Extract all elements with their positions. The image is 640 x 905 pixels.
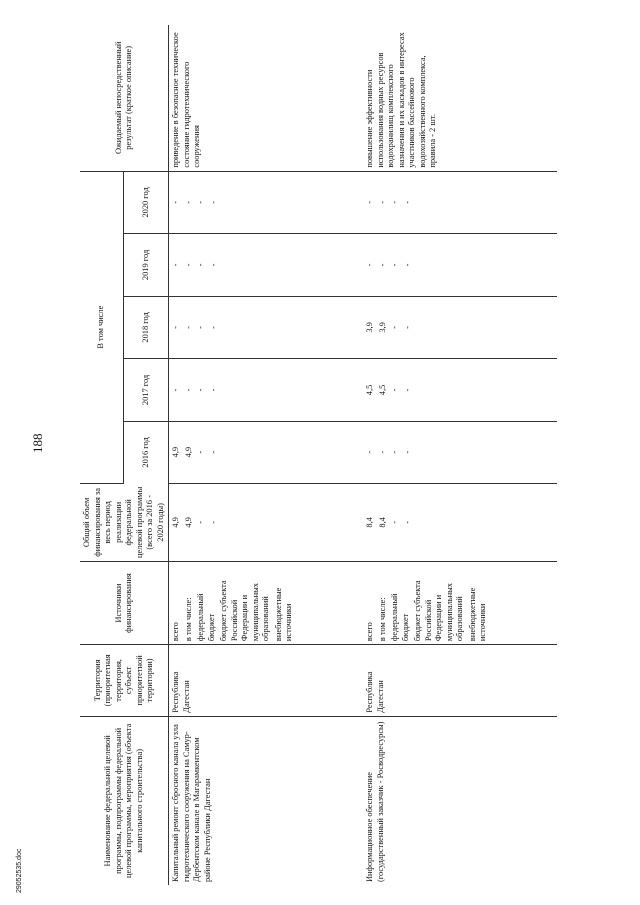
value-item: - (402, 326, 412, 329)
value-item: - (171, 326, 180, 329)
value-item: - (390, 263, 399, 267)
header-result: Ожидаемый непосредственный результат (краткое описание) (80, 25, 169, 171)
source-item: всего (171, 622, 180, 642)
row-result: повышение эффективности использования водных ресурсов водохранилищ комплексного назначения и их каскадов в интересах участников бассейнового водохозяйственного комплекса, правила - 2 шт. (363, 25, 557, 171)
value-item: - (377, 450, 387, 454)
value-item: - (196, 388, 205, 392)
value-item: 4,9 (183, 517, 193, 528)
table-row (363, 25, 557, 885)
value-item: - (377, 201, 387, 204)
source-item: всего (365, 622, 374, 642)
value-item: - (365, 201, 374, 204)
value-item: - (208, 326, 218, 329)
header-year-2017: 2017 год (124, 359, 169, 422)
value-item: 4,9 (171, 446, 180, 458)
value-item: - (183, 201, 193, 204)
page-number: 188 (30, 433, 45, 453)
document-code: 29052535.doc (16, 848, 23, 893)
value-item: - (196, 201, 205, 204)
value-item: 3,9 (377, 322, 387, 333)
source-item: федеральный бюджет (390, 593, 410, 642)
table-row (169, 25, 364, 885)
table-body (169, 25, 558, 885)
value-item: - (402, 520, 412, 524)
row-sources (169, 562, 364, 645)
row-total (169, 483, 364, 561)
header-year-2019: 2019 год (124, 234, 169, 297)
header-sources: Источники финансирования (80, 562, 169, 645)
value-item: - (402, 450, 412, 454)
value-item: - (390, 450, 399, 454)
value-item: - (196, 450, 205, 454)
value-item: - (208, 520, 218, 524)
value-item: - (196, 326, 205, 329)
value-item: - (171, 388, 180, 392)
header-territory: Территория (приоритетная территория, субъект приоритетной территории) (80, 645, 169, 717)
value-item: - (402, 201, 412, 204)
source-item: внебюджетные источники (273, 587, 293, 642)
header-year-2018: 2018 год (124, 296, 169, 359)
value-item: - (208, 263, 218, 267)
row-y2017 (169, 359, 364, 422)
value-item: - (365, 263, 374, 267)
source-item: бюджет субъекта Российской Федерации и муниципальных образований (219, 580, 270, 642)
value-item: - (196, 520, 205, 524)
row-y2020 (363, 171, 557, 234)
row-y2020 (169, 171, 364, 234)
row-name: Капитальный ремонт сбросного канала узла гидротехнического сооружения на Самур-Дербентском канале в Магарамкентском районе Республики Дагестан (171, 724, 212, 882)
value-item: 8,4 (365, 517, 374, 528)
row-y2017 (363, 359, 557, 422)
value-item: - (402, 388, 412, 392)
rotated-table-container (80, 25, 620, 885)
value-item: - (208, 450, 218, 454)
source-item: в том числе: (183, 597, 193, 642)
value-item: - (171, 263, 180, 267)
value-item: 4,9 (171, 517, 180, 528)
row-y2019 (169, 234, 364, 297)
value-item: - (390, 520, 399, 524)
value-item: - (390, 388, 399, 392)
value-item: - (402, 263, 412, 267)
value-item: 8,4 (377, 517, 387, 528)
value-item: 4,9 (183, 446, 193, 458)
source-item: внебюджетные источники (467, 587, 487, 642)
row-territory: Республика Дагестан (363, 645, 557, 717)
value-item: - (196, 263, 205, 267)
row-name: Информационное обеспечение (государственный заказчик - Росводресурсы) (365, 721, 385, 882)
value-item: - (171, 201, 180, 204)
value-item: - (377, 263, 387, 267)
source-item: в том числе: (377, 597, 387, 642)
header-year-2016: 2016 год (124, 421, 169, 483)
row-y2018 (169, 296, 364, 359)
header-name: Наименование федеральной целевой программы, подпрограммы федеральной целевой программы, мероприятия (объекта капитального строительства) (80, 716, 169, 885)
value-item: - (208, 201, 218, 204)
row-y2016 (169, 421, 364, 483)
row-y2018 (363, 296, 557, 359)
row-total (363, 483, 557, 561)
row-result: приведение в безопасное техническое состояние гидротехнического сооружения (169, 25, 364, 171)
source-item: бюджет субъекта Российской Федерации и муниципальных образований (413, 580, 464, 642)
row-sources (363, 562, 557, 645)
value-item: 4,5 (365, 384, 374, 396)
row-territory: Республика Дагестан (169, 645, 364, 717)
row-y2019 (363, 234, 557, 297)
value-item: 4,5 (377, 384, 387, 396)
value-item: - (390, 326, 399, 329)
header-in-total: В том числе (80, 171, 124, 483)
header-total: Общий объем финансирования за весь период реализации федеральной целевой программы (всего за 2016 - 2020 годы) (80, 483, 169, 561)
value-item: - (390, 201, 399, 204)
value-item: - (365, 450, 374, 454)
financing-table (80, 25, 557, 885)
value-item: - (183, 326, 193, 329)
row-y2016 (363, 421, 557, 483)
value-item: - (208, 388, 218, 392)
value-item: 3,9 (365, 322, 374, 333)
source-item: федеральный бюджет (196, 593, 216, 642)
header-year-2020: 2020 год (124, 171, 169, 234)
value-item: - (183, 388, 193, 392)
value-item: - (183, 263, 193, 267)
